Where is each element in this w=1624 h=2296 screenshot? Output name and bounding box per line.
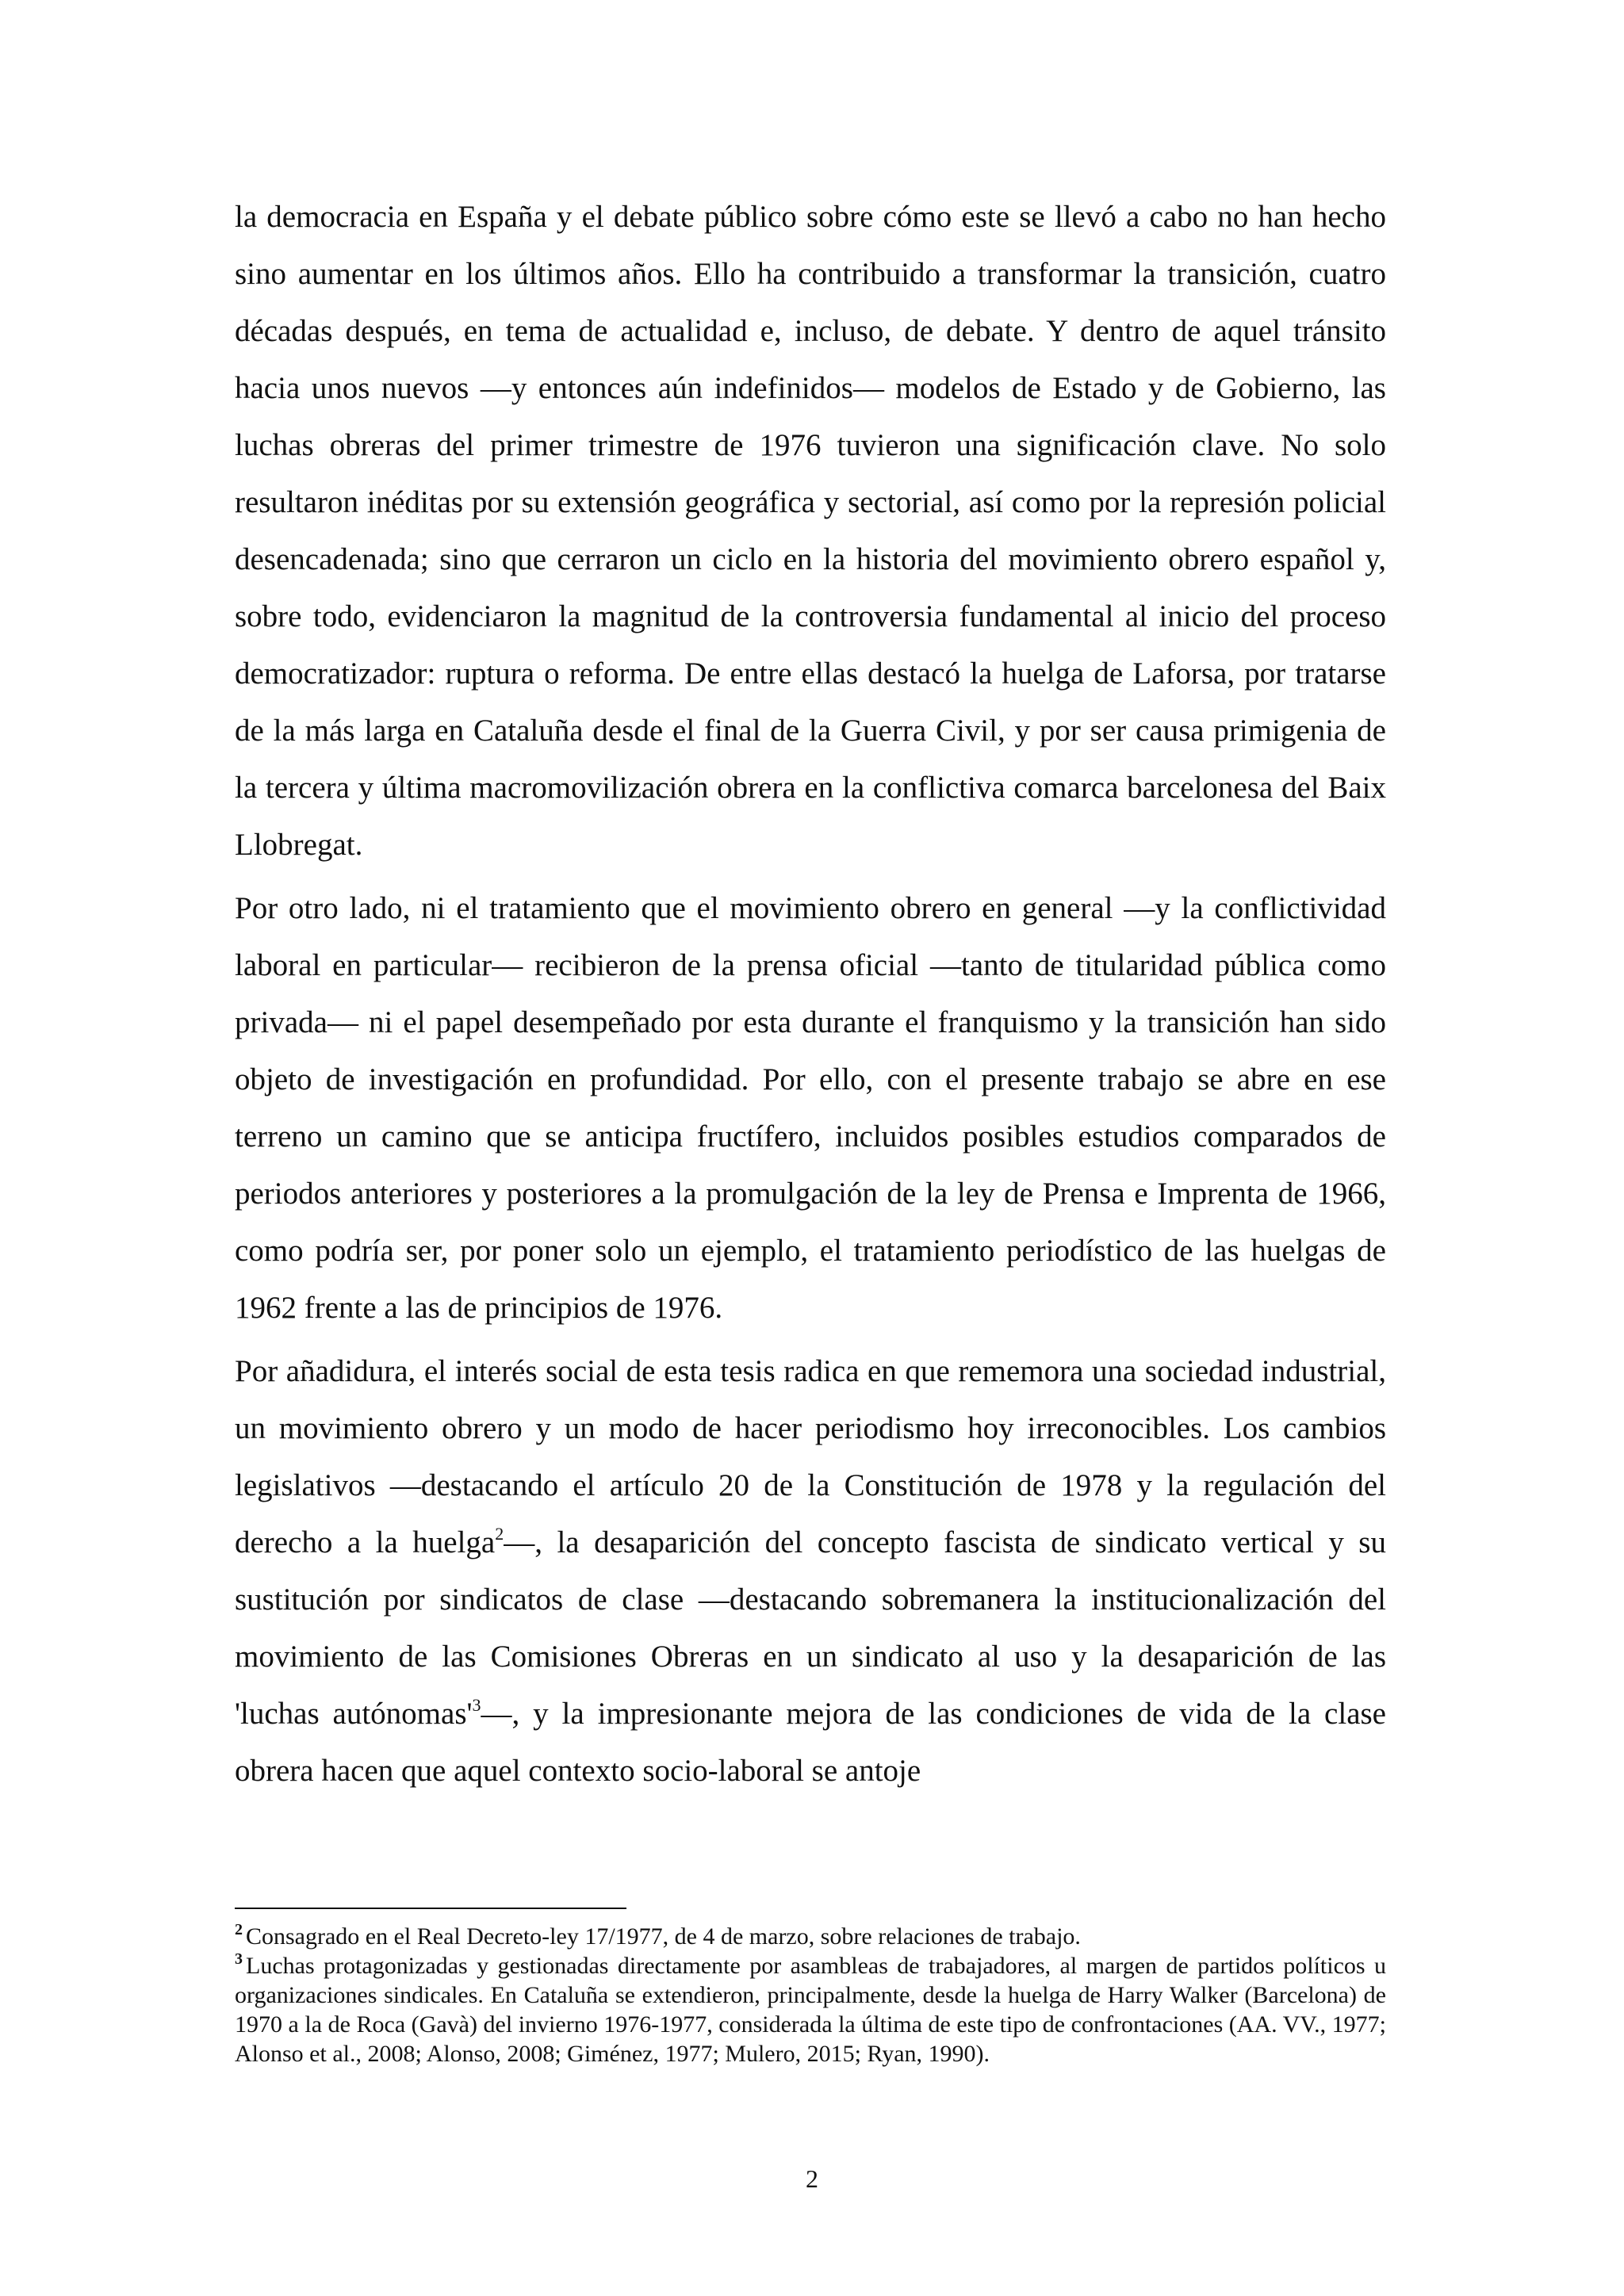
footnote-separator [235, 1908, 626, 1909]
paragraph-1-text: la democracia en España y el debate público sobre cómo este se llevó a cabo no han hecho sino aumentar en los últimos años. Ello ha contribuido a transformar la transición, cuatro décadas después, en tema de actualidad e, incluso, de debate. Y dentro de aquel tránsito hacia unos nuevos —y entonces aún indefinidos— modelos de Estado y de Gobierno, las luchas obreras del primer trimestre de 1976 tuvieron una significación clave. No solo resultaron inéditas por su extensión geográfica y sectorial, así como por la represión policial desencadenada; sino que cerraron un ciclo en la historia del movimiento obrero español y, sobre todo, evidenciaron la magnitud de la controversia fundamental al inicio del proceso democratizador: ruptura o reforma. De entre ellas destacó la huelga de Laforsa, por tratarse de la más larga en Cataluña desde el final de la Guerra Civil, y por ser causa primigenia de la tercera y última macromovilización obrera en la conflictiva comarca barcelonesa del Baix Llobregat. [235, 200, 1386, 862]
paragraph-3 [235, 1343, 1386, 1800]
paragraph-1 [235, 189, 1386, 874]
footnote-2-text: Consagrado en el Real Decreto-ley 17/1977, de 4 de marzo, sobre relaciones de trabajo. [246, 1923, 1081, 1950]
footnote-mark-2: 2 [235, 1921, 243, 1938]
footnote-mark-3: 3 [235, 1950, 243, 1968]
paragraph-3-text-c: —, y la impresionante mejora de las condiciones de vida de la clase obrera hacen que aquel contexto socio-laboral se antoje [235, 1697, 1386, 1788]
footnotes [235, 1922, 1386, 2068]
paragraph-2-text: Por otro lado, ni el tratamiento que el movimiento obrero en general —y la conflictividad laboral en particular— recibieron de la prensa oficial —tanto de titularidad pública como privada— ni el papel desempeñado por esta durante el franquismo y la transición han sido objeto de investigación en profundidad. Por ello, con el presente trabajo se abre en ese terreno un camino que se anticipa fructífero, incluidos posibles estudios comparados de periodos anteriores y posteriores a la promulgación de la ley de Prensa e Imprenta de 1966, como podría ser, por poner solo un ejemplo, el tratamiento periodístico de las huelgas de 1962 frente a las de principios de 1976. [235, 891, 1386, 1325]
footnote-2 [235, 1922, 1386, 1951]
page-number: 2 [806, 2164, 818, 2193]
footnote-3-text: Luchas protagonizadas y gestionadas directamente por asambleas de trabajadores, al margen de partidos políticos u organizaciones sindicales. En Cataluña se extendieron, principalmente, desde la huelga de Harry Walker (Barcelona) de 1970 a la de Roca (Gavà) del invierno 1976-1977, considerada la última de este tipo de confrontaciones (AA. VV., 1977; Alonso et al., 2008; Alonso, 2008; Giménez, 1977; Mulero, 2015; Ryan, 1990). [235, 1953, 1386, 2067]
footnote-3 [235, 1951, 1386, 2068]
body-text [235, 189, 1386, 1806]
paragraph-2 [235, 880, 1386, 1337]
footnote-ref-3[interactable]: 3 [472, 1695, 481, 1715]
paragraph-3-text-b: —, la desaparición del concepto fascista de sindicato vertical y su sustitución por sindicatos de clase —destacando sobremanera la institucionalización del movimiento de las Comisiones Obreras en un sindicato al uso y la desaparición de las 'luchas autónomas' [235, 1525, 1386, 1731]
paragraph-3-text-a: Por añadidura, el interés social de esta tesis radica en que rememora una sociedad industrial, un movimiento obrero y un modo de hacer periodismo hoy irreconocibles. Los cambios legislativos —destacando el artículo 20 de la Constitución de 1978 y la regulación del derecho a la huelga [235, 1354, 1386, 1559]
footnote-ref-2[interactable]: 2 [495, 1524, 504, 1544]
